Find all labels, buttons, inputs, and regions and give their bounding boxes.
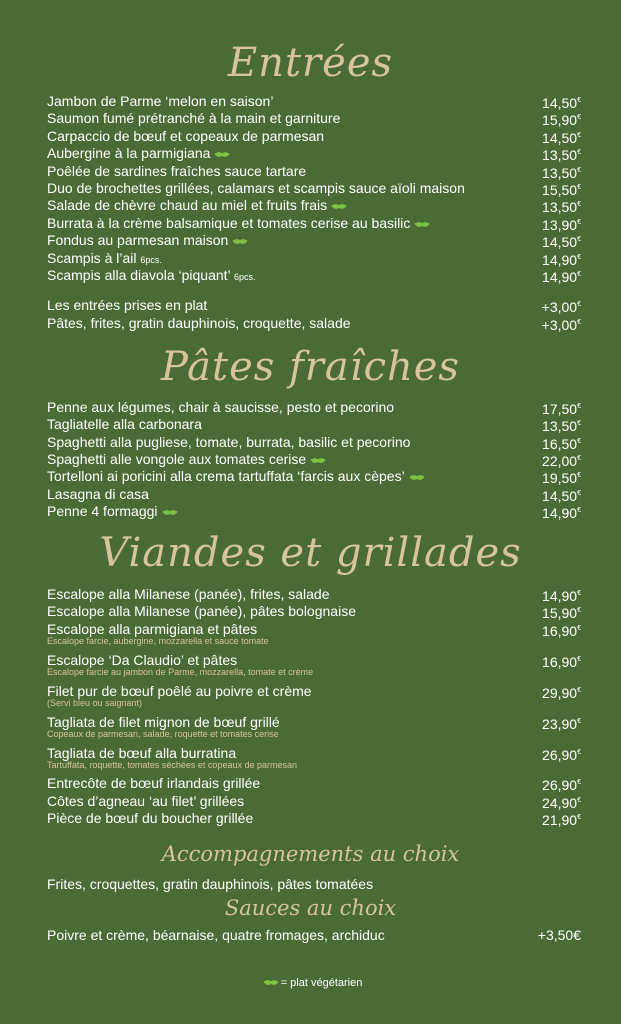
menu-item-name-text: Tagliatelle alla carbonara (47, 416, 202, 433)
currency-symbol: € (577, 607, 581, 614)
menu-item-name-text: Salade de chèvre chaud au miel et fruits frais (47, 197, 328, 214)
menu-item-row (47, 433, 581, 451)
menu-item-price-value: 24,90 (542, 795, 578, 811)
menu-item-name-text: Côtes d’agneau ‘au filet’ grillées (47, 793, 245, 809)
sauces-text: Poivre et crème, béarnaise, quatre fromages, archiduc (47, 927, 385, 943)
menu-item-name (47, 109, 340, 127)
menu-item-price (542, 713, 581, 733)
menu-item-name (47, 485, 149, 503)
menu-item-price-value: 14,50 (542, 234, 578, 251)
menu-item-row (47, 162, 581, 180)
menu-item-price-value: 26,90 (542, 747, 578, 763)
menu-item-price-value: 13,50 (542, 199, 578, 216)
menu-item-price-value: 13,90 (542, 216, 578, 233)
menu-item-row (47, 450, 581, 468)
legend (0, 977, 621, 989)
currency-symbol: € (577, 687, 581, 694)
menu-item-price (542, 682, 581, 702)
menu-item-price-value: 15,50 (542, 182, 578, 198)
menu-item-price-value: 17,50 (542, 401, 578, 417)
menu-item-name-text: Tagliata de filet mignon de bœuf grillé (47, 714, 280, 730)
menu-item-name-text: Escalope ‘Da Claudio’ et pâtes (47, 652, 238, 668)
leaf-icon (233, 237, 247, 246)
currency-symbol: € (577, 166, 581, 174)
menu-item-quantity: 6pcs. (234, 272, 256, 282)
menu-item-name-text: Aubergine à la parmigiana (47, 145, 211, 162)
menu-item-row (47, 127, 581, 145)
accompagnements-title: Accompagnements au choix (161, 842, 460, 866)
menu-item-name-text: Fondus au parmesan maison (47, 232, 229, 249)
currency-symbol: € (577, 749, 581, 756)
menu-item-name (47, 179, 465, 197)
sauces-title: Sauces au choix (224, 896, 397, 920)
menu-item-name (47, 296, 207, 314)
menu-item-name-text: Poêlée de sardines fraîches sauce tartare (47, 162, 307, 179)
leaf-icon (163, 508, 177, 517)
menu-item-name (47, 450, 325, 468)
menu-item-row (47, 398, 581, 416)
menu-item-quantity: 6pcs. (140, 254, 162, 265)
menu-item-name (47, 502, 177, 520)
menu-item-name (47, 127, 324, 145)
currency-symbol: € (577, 656, 581, 663)
menu-item-name (47, 602, 356, 620)
currency-symbol: € (577, 403, 581, 410)
menu-item-price-value: 19,50 (542, 470, 578, 487)
menu-item-name (47, 415, 202, 433)
menu-item-name-text: Duo de brochettes grillées, calamars et scampis sauce aïoli maison (47, 180, 465, 196)
menu-item-name-text: Escalope alla parmigiana et pâtes (47, 621, 258, 637)
menu-item-price-value: 13,50 (542, 147, 578, 164)
currency-symbol: € (577, 718, 581, 725)
menu-item-name-text: Scampis à l’ail (47, 249, 137, 266)
menu-item-row (47, 602, 581, 620)
menu-item-row (47, 144, 581, 162)
menu-item-price (542, 296, 581, 316)
menu-item-price-value: 16,90 (542, 623, 578, 639)
menu-item-row (47, 502, 581, 520)
menu-item-price-value: 16,90 (542, 654, 578, 670)
menu-item-price-value: 26,90 (542, 777, 578, 793)
currency-symbol: € (577, 797, 581, 804)
menu-item-price-value: 16,50 (542, 435, 578, 452)
menu-item-name (47, 196, 346, 214)
leaf-icon (332, 202, 346, 211)
menu-item-price-value: 15,90 (542, 112, 578, 129)
menu-item-name (47, 266, 256, 286)
menu-item-name-text: Filet pur de bœuf poêlé au poivre et crème (47, 683, 312, 699)
menu-item-row (47, 774, 581, 792)
menu-item-name-text: Carpaccio de bœuf et copeaux de parmesan (47, 127, 325, 144)
leaf-icon (215, 150, 229, 159)
menu-item-price (542, 809, 581, 829)
menu-item-price (542, 744, 581, 764)
menu-item-name (47, 162, 306, 180)
menu-item-name-text: Les entrées prises en plat (47, 297, 208, 313)
menu-item-name-text: Entrecôte de bœuf irlandais grillée (47, 775, 261, 791)
sauces-row (47, 926, 581, 944)
currency-symbol: € (577, 319, 581, 326)
menu-item-name-text: Scampis alla diavola ‘piquant’ (47, 267, 231, 283)
menu-item-row (47, 792, 581, 810)
menu-item-price (542, 266, 581, 286)
menu-item-name-text: Spaghetti alle vongole aux tomates cerise (47, 450, 307, 467)
menu-item-row (47, 485, 581, 503)
currency-symbol: € (577, 437, 581, 445)
currency-symbol: € (577, 184, 581, 191)
menu-item-name-text: Escalope alla Milanese (panée), pâtes bolognaise (47, 603, 356, 619)
legend-text: = plat végétarien (280, 977, 363, 989)
currency-symbol: € (577, 590, 581, 597)
menu-item-row (47, 314, 581, 332)
menu-item-row (47, 809, 581, 827)
menu-item-name (47, 809, 253, 827)
menu-item-name-text: Escalope alla Milanese (panée), frites, salade (47, 586, 330, 602)
menu-item-row (47, 296, 581, 314)
menu-item-name-text: Lasagna di casa (47, 485, 149, 502)
currency-symbol: € (577, 271, 581, 278)
menu-item-row (47, 249, 581, 267)
menu-item-description: (Servi bleu ou saignant) (47, 698, 143, 708)
menu-item-price-value: +3,00 (541, 299, 578, 315)
menu-item-description: Copeaux de parmesan, salade, roquette et tomates cerise (47, 729, 279, 739)
currency-symbol: € (577, 454, 581, 462)
menu-item-name-text: Pièce de bœuf du boucher grillée (47, 810, 254, 826)
menu-item-name-text: Penne 4 formaggi (47, 502, 158, 519)
currency-symbol: € (577, 201, 581, 209)
currency-symbol: € (577, 253, 581, 261)
menu-item-name (47, 433, 410, 451)
menu-item-description: Tartuffata, roquette, tomates séchées et copeaux de parmesan (47, 760, 297, 770)
menu-item-price-value: 14,50 (542, 487, 578, 504)
menu-item-price (542, 620, 581, 640)
menu-item-price-value: 14,90 (542, 251, 578, 268)
menu-item-price-value: 21,90 (542, 812, 578, 828)
menu-item-description: Escalope farcie au jambon de Parme, mozzarella, tomate et crème (47, 667, 314, 677)
menu-item-name (47, 214, 429, 232)
menu-item-name (47, 314, 351, 332)
currency-symbol: € (577, 814, 581, 821)
menu-item-row (47, 92, 581, 110)
menu-item-row (47, 179, 581, 197)
menu-item-price (542, 774, 581, 794)
currency-symbol: € (577, 489, 581, 497)
currency-symbol: € (577, 218, 581, 226)
menu-item-price-value: 14,90 (542, 504, 578, 521)
menu-item-price-value: 13,50 (542, 164, 578, 181)
menu-item-name-text: Jambon de Parme ‘melon en saison’ (47, 93, 274, 109)
menu-item-row (47, 196, 581, 214)
menu-item-row (47, 266, 581, 284)
menu-item-name-text: Penne aux légumes, chair à saucisse, pesto et pecorino (47, 399, 395, 415)
menu-item-price-value: 14,90 (542, 269, 578, 285)
menu-item-price (542, 602, 581, 622)
menu-item-name-text: Burrata à la crème balsamique et tomates cerise au basilic (47, 214, 411, 231)
menu-item-price-value: 22,00 (542, 452, 578, 469)
accompagnements-text: Frites, croquettes, gratin dauphinois, pâtes tomatées (47, 876, 374, 892)
currency-symbol: € (577, 114, 581, 122)
menu-item-price-value: +3,00 (541, 317, 578, 333)
currency-symbol: € (577, 420, 581, 428)
section-title-pates: Pâtes fraîches (161, 344, 460, 390)
menu-item-price-value: 23,90 (542, 716, 578, 732)
menu-item-name (47, 231, 247, 249)
leaf-icon (410, 473, 424, 482)
menu-item-name (47, 467, 424, 485)
menu-item-name (47, 585, 330, 603)
menu-item-name (47, 92, 273, 110)
menu-item-row (47, 231, 581, 249)
leaf-icon (311, 456, 325, 465)
menu-item-price-value: 14,50 (542, 95, 578, 111)
currency-symbol: € (577, 301, 581, 308)
menu-item-price-value: 13,50 (542, 418, 578, 435)
menu-item-price-value: 14,90 (542, 588, 578, 604)
menu-item-row (47, 585, 581, 603)
section-title-entrees: Entrées (227, 40, 394, 86)
menu-item-name-text: Tortelloni ai poricini alla crema tartuffata ‘farcis aux cèpes’ (47, 468, 405, 485)
menu-item-name-text: Spaghetti alla pugliese, tomate, burrata, basilic et pecorino (47, 433, 411, 450)
currency-symbol: € (577, 149, 581, 157)
menu-item-name (47, 398, 394, 416)
currency-symbol: € (577, 472, 581, 480)
menu-item-row (47, 214, 581, 232)
menu-item-price (542, 314, 581, 334)
leaf-icon (415, 220, 429, 229)
menu-item-row (47, 415, 581, 433)
menu-item-name-text: Tagliata de bœuf alla burratina (47, 745, 237, 761)
menu-item-price (542, 502, 581, 522)
accompagnements-row (47, 875, 581, 893)
currency-symbol: € (577, 779, 581, 786)
menu-item-price-value: 29,90 (542, 685, 578, 701)
menu-item-price-value: 15,90 (542, 605, 578, 621)
menu-item-name (47, 144, 229, 162)
currency-symbol: € (577, 506, 581, 514)
menu-item-name-text: Saumon fumé prétranché à la main et garniture (47, 110, 341, 127)
menu-item-name-text: Pâtes, frites, gratin dauphinois, croquette, salade (47, 315, 351, 331)
menu-item-price-value: 14,50 (542, 129, 578, 146)
menu-item-name (47, 792, 244, 810)
leaf-icon (264, 978, 278, 987)
sauces-price: +3,50€ (537, 927, 581, 943)
menu-item-description: Escalope farcie, aubergine, mozzarella et sauce tomate (47, 636, 269, 646)
currency-symbol: € (577, 236, 581, 244)
menu-item-name (47, 774, 260, 792)
section-title-viandes: Viandes et grillades (99, 530, 522, 576)
currency-symbol: € (577, 97, 581, 104)
menu-item-price (542, 651, 581, 671)
menu-item-row (47, 109, 581, 127)
currency-symbol: € (577, 131, 581, 139)
menu-item-row (47, 467, 581, 485)
currency-symbol: € (577, 625, 581, 632)
